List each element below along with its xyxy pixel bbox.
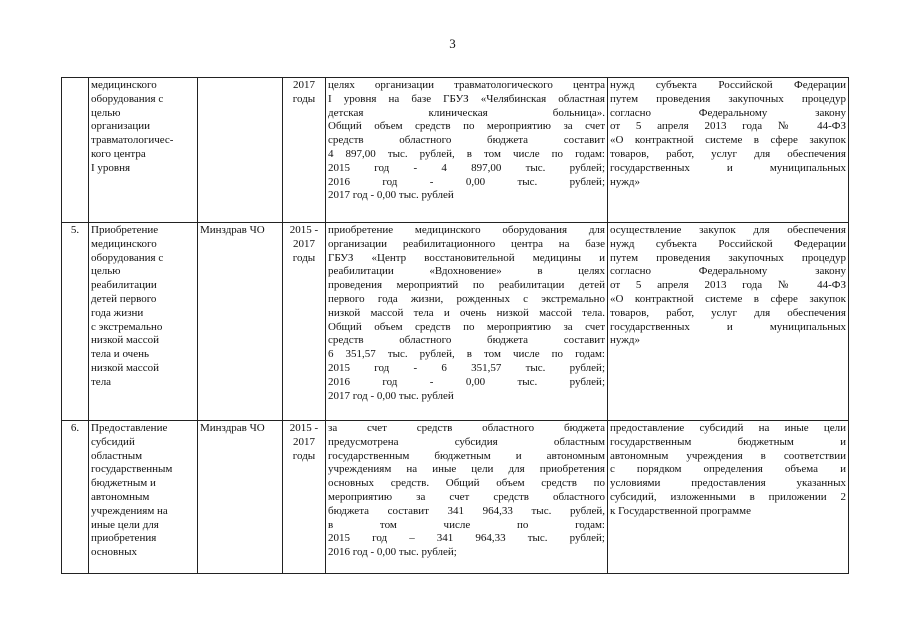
text-line: 6 351,57 тыс. рублей, в том числе по годам: [328,348,605,361]
text-line: 2017 [293,237,315,250]
measure-description [326,223,608,421]
text-line: тела и очень [91,348,149,361]
executor [198,78,283,223]
text-line: «О контрактной системе в сфере закупок [610,134,846,147]
text-line: проведения мероприятий по реабилитации детей [328,279,605,292]
text-line: детская клиническая больница». [328,106,605,119]
executor: Минздрав ЧО [198,421,283,574]
measure-description [326,421,608,574]
text-line: Приобретение [91,224,159,236]
text-line: целью [91,265,121,278]
measure-description [326,78,608,223]
page-number: 3 [449,36,456,51]
measure-name [89,223,198,421]
text-line: нужд» [610,334,640,347]
text-line: от 5 апреля 2013 года № 44-ФЗ [610,120,846,133]
text-line: 2016 год - 0,00 тыс. рублей; [328,546,457,559]
text-line: 2017 [293,79,315,91]
text-line: за счет средств областного бюджета [328,422,605,434]
text-line: предоставление субсидий на иные цели [610,422,846,434]
text-line: субсидий [91,435,135,448]
text-line: 2015 год – 341 964,33 тыс. рублей; [328,532,605,545]
text-line: детей первого [91,292,157,305]
text-line: I уровня [91,161,131,174]
text-line: 2017 год - 0,00 тыс. рублей [328,389,454,402]
text-line: годы [292,251,316,264]
row-number: 5. [62,223,89,421]
text-line: тела [91,375,112,388]
text-line: года жизни [91,306,144,319]
text-line: I уровня на базе ГБУЗ «Челябинская областная [328,92,605,105]
text-line: государственным бюджетным и [610,435,846,448]
table-row [62,421,849,574]
text-line: основных средств. Общий объем средств по [328,477,605,490]
text-line: приобретение медицинского оборудования для [328,224,605,236]
measures-table [61,77,849,574]
text-line: бюджетным и [91,477,156,490]
text-line: 2016 год - 0,00 тыс. рублей; [328,175,605,188]
text-line: осуществление закупок для обеспечения [610,224,846,236]
text-line: 2015 - [289,224,319,236]
row-number: 6. [62,421,89,574]
measure-name [89,421,198,574]
text-line: медицинского [91,237,157,250]
text-line: от 5 апреля 2013 года № 44-ФЗ [610,279,846,292]
years [283,78,326,223]
text-line: медицинского [91,79,157,91]
text-line: нужд» [610,175,640,188]
row-number [62,78,89,223]
text-line: 2015 год - 6 351,57 тыс. рублей; [328,361,605,374]
implementation-method [608,223,849,421]
text-line: 2015 - [289,422,319,434]
text-line: целью [91,106,121,119]
text-line: субсидий, изложенными в приложении 2 [610,490,846,503]
text-line: согласно Федеральному закону [610,265,846,278]
text-line: основных [91,546,138,559]
text-line: с экстремально [91,320,163,333]
years [283,223,326,421]
text-line: в том числе по годам: [328,518,605,531]
text-line: Общий объем средств по мероприятию за счет [328,320,605,333]
text-line: автономным [91,490,150,503]
text-line: нужд субъекта Российской Федерации [610,79,846,91]
text-line: организации реабилитационного центра на базе [328,237,605,250]
text-line: 2015 год - 4 897,00 тыс. рублей; [328,161,605,174]
executor: Минздрав ЧО [198,223,283,421]
text-line: целях организации травматологического центра [328,79,605,91]
text-line: иные цели для [91,518,159,531]
text-line: государственным бюджетным и автономным [328,449,605,462]
text-line: государственным [91,463,173,476]
text-line: низкой массой [91,361,159,374]
text-line: годы [292,92,316,105]
table-body [62,78,849,574]
text-line: первого года жизни, рожденных с экстремально [328,292,605,305]
text-line: товаров, работ, услуг для обеспечения [610,147,846,160]
text-line: оборудования с [91,92,164,105]
text-line: к Государственной программе [610,504,751,517]
text-line: приобретения [91,532,157,545]
text-line: путем проведения закупочных процедур [610,92,846,105]
text-line: 2017 год - 0,00 тыс. рублей [328,189,454,202]
text-line: низкой массой [91,334,159,347]
text-line: кого центра [91,147,146,160]
years [283,421,326,574]
text-line: ГБУЗ «Центр восстановительной медицины и [328,251,605,264]
text-line: организации [91,120,151,133]
text-line: Предоставление [91,422,168,434]
text-line: 2017 [293,435,315,448]
text-line: средств областного бюджета составит [328,134,605,147]
measure-name [89,78,198,223]
text-line: низкой массой тела и очень низкой массой тела. [328,306,605,319]
text-line: предусмотрена субсидия областным [328,435,605,448]
implementation-method [608,421,849,574]
table-row [62,223,849,421]
text-line: учреждениям на [91,504,168,517]
text-line: областным [91,449,143,462]
text-line: средств областного бюджета составит [328,334,605,347]
table-row [62,78,849,223]
text-line: путем проведения закупочных процедур [610,251,846,264]
text-line: учреждениям на иные цели для приобретения [328,463,605,476]
text-line: нужд субъекта Российской Федерации [610,237,846,250]
text-line: государственных и муниципальных [610,161,846,174]
text-line: «О контрактной системе в сфере закупок [610,292,846,305]
text-line: травматологичес- [91,134,174,147]
text-line: автономным учреждения в соответствии [610,449,846,462]
text-line: согласно Федеральному закону [610,106,846,119]
implementation-method [608,78,849,223]
text-line: оборудования с [91,251,164,264]
text-line: мероприятию за счет средств областного [328,490,605,503]
text-line: реабилитации [91,279,157,292]
text-line: товаров, работ, услуг для обеспечения [610,306,846,319]
text-line: условиями предоставления указанных [610,477,846,490]
text-line: бюджета составит 341 964,33 тыс. рублей, [328,504,605,517]
text-line: с порядком определения объема и [610,463,846,476]
text-line: годы [292,449,316,462]
text-line: государственных и муниципальных [610,320,846,333]
text-line: Общий объем средств по мероприятию за счет [328,120,605,133]
text-line: реабилитации «Вдохновение» в целях [328,265,605,278]
text-line: 4 897,00 тыс. рублей, в том числе по годам: [328,147,605,160]
text-line: 2016 год - 0,00 тыс. рублей; [328,375,605,388]
